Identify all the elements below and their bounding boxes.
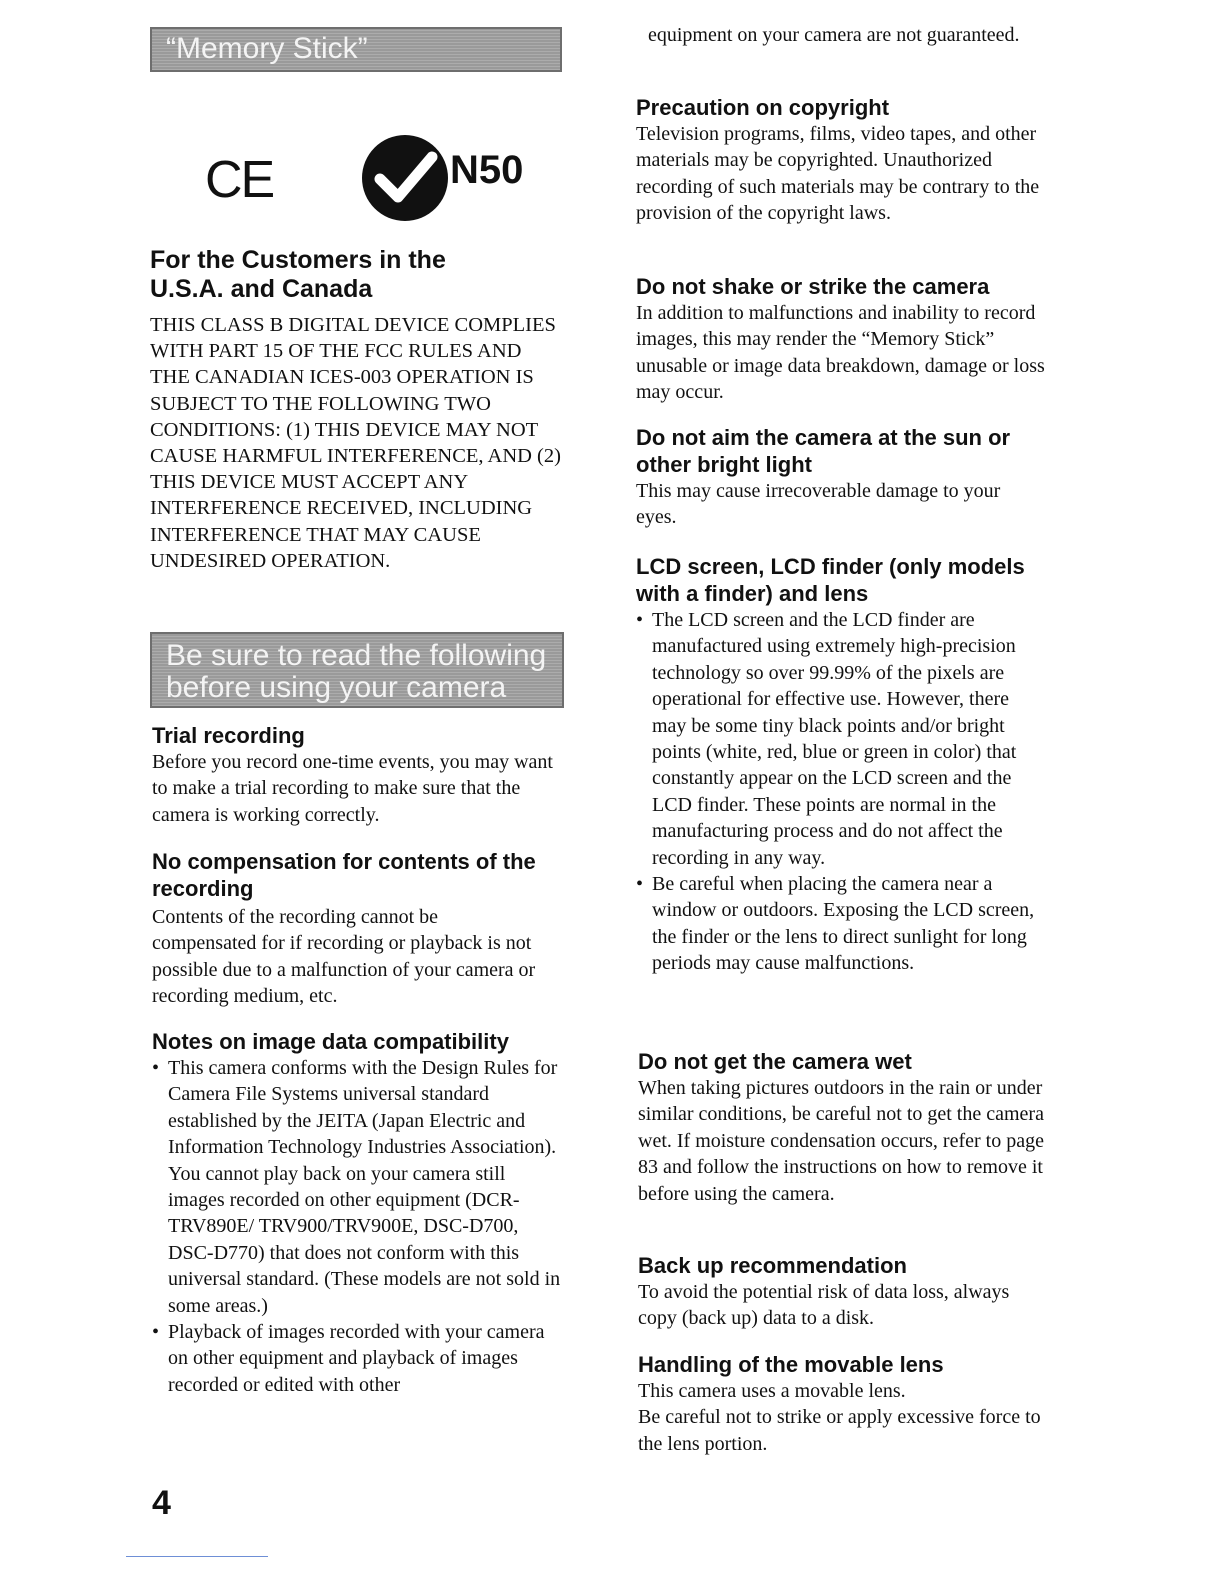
- lcd-section: [636, 553, 1048, 977]
- shake-section: [636, 273, 1048, 406]
- memory-stick-banner: [150, 27, 562, 72]
- shake-heading: Do not shake or strike the camera: [636, 274, 990, 299]
- shake-body: In addition to malfunctions and inability to record images, this may render the “Memory Stick” unusable or image data breakdown, damage or loss may occur.: [636, 302, 1045, 404]
- memory-stick-banner-text: “Memory Stick”: [166, 32, 368, 65]
- lens-section: [638, 1351, 1050, 1457]
- trial-section: [152, 722, 562, 828]
- lens-body-2: Be careful not to strike or apply excessive force to the lens portion.: [638, 1406, 1041, 1455]
- sun-section: [636, 424, 1036, 531]
- sun-heading: Do not aim the camera at the sun or other bright light: [636, 425, 1011, 477]
- ce-mark-logo: CE: [205, 151, 274, 209]
- fcc-body-wrap: [150, 312, 565, 574]
- read-banner-line1: Be sure to read the following: [166, 639, 547, 672]
- compat-heading: Notes on image data compatibility: [152, 1029, 509, 1054]
- c-tick-logo: [362, 135, 448, 221]
- sun-body: This may cause irrecoverable damage to your eyes.: [636, 480, 1001, 529]
- compensation-heading: No compensation for contents of the recording: [152, 849, 536, 901]
- backup-heading: Back up recommendation: [638, 1253, 907, 1278]
- copyright-body: Television programs, films, video tapes, and other materials may be copyrighted. Unauthorized recording of such materials may be contrary to the provision of the copyright laws.: [636, 123, 1040, 225]
- compensation-section: [152, 848, 547, 1010]
- lcd-bullet-2: • Be careful when placing the camera near a window or outdoors. Exposing the LCD screen, the finder or the lens to direct sunlight for long periods may cause malfunctions.: [636, 871, 1048, 977]
- copyright-section: [636, 94, 1046, 227]
- tick-code: N50: [450, 148, 524, 192]
- copyright-heading: Precaution on copyright: [636, 95, 890, 120]
- compat-bullet-1: • This camera conforms with the Design Rules for Camera File Systems universal standard established by the JEITA (Japan Electric and Information Technology Industries Association). You cannot play back on your camera still images recorded on other equipment (DCR-TRV890E/ TRV900/TRV900E, DSC-D700, DSC-D770) that does not conform with this universal standard. (These models are not sold in some areas.): [152, 1055, 564, 1319]
- backup-body: To avoid the potential risk of data loss, always copy (back up) data to a disk.: [638, 1281, 1010, 1330]
- compat-section: [152, 1028, 564, 1398]
- compensation-body: Contents of the recording cannot be compensated for if recording or playback is not possible due to a malfunction of your camera or recording medium, etc.: [152, 906, 536, 1008]
- read-before-use-banner: [150, 632, 564, 708]
- compat-bullet-2: • Playback of images recorded with your camera on other equipment and playback of images recorded or edited with other: [152, 1319, 564, 1398]
- lens-heading: Handling of the movable lens: [638, 1352, 944, 1377]
- wet-body: When taking pictures outdoors in the rain or under similar conditions, be careful not to get the camera wet. If moisture condensation occurs, refer to page 83 and follow the instructions on how to remove it before using the camera.: [638, 1077, 1044, 1205]
- lcd-heading: LCD screen, LCD finder (only models with a finder) and lens: [636, 554, 1025, 606]
- fcc-section: [150, 246, 510, 304]
- wet-section: [638, 1048, 1050, 1207]
- lens-body-1: This camera uses a movable lens.: [638, 1380, 906, 1402]
- wet-heading: Do not get the camera wet: [638, 1049, 912, 1074]
- compat-bullet-2-continued: equipment on your camera are not guaranteed.: [648, 24, 1020, 46]
- backup-section: [638, 1252, 1050, 1332]
- fcc-heading: For the Customers in the U.S.A. and Canada: [150, 246, 446, 303]
- compat-continued: [648, 22, 1048, 48]
- page-number: 4: [152, 1484, 171, 1522]
- lcd-bullet-1: • The LCD screen and the LCD finder are manufactured using extremely high-precision technology so over 99.99% of the pixels are operational for effective use. However, there may be some tiny black points and/or bright points (white, red, blue or green in color) that constantly appear on the LCD screen and the LCD finder. These points are normal in the manufacturing process and do not affect the recording in any way.: [636, 607, 1048, 871]
- footer-divider: [126, 1556, 268, 1557]
- trial-body: Before you record one-time events, you may want to make a trial recording to make sure that the camera is working correctly.: [152, 751, 553, 826]
- tick-icon: [362, 135, 448, 221]
- read-banner-line2: before using your camera: [166, 671, 507, 704]
- fcc-body: THIS CLASS B DIGITAL DEVICE COMPLIES WITH PART 15 OF THE FCC RULES AND THE CANADIAN ICES-003 OPERATION IS SUBJECT TO THE FOLLOWING TWO CONDITIONS: (1) THIS DEVICE MAY NOT CAUSE HARMFUL INTERFERENCE, AND (2) THIS DEVICE MUST ACCEPT ANY INTERFERENCE RECEIVED, INCLUDING INTERFERENCE THAT MAY CAUSE UNDESIRED OPERATION.: [150, 314, 561, 572]
- trial-heading: Trial recording: [152, 723, 305, 748]
